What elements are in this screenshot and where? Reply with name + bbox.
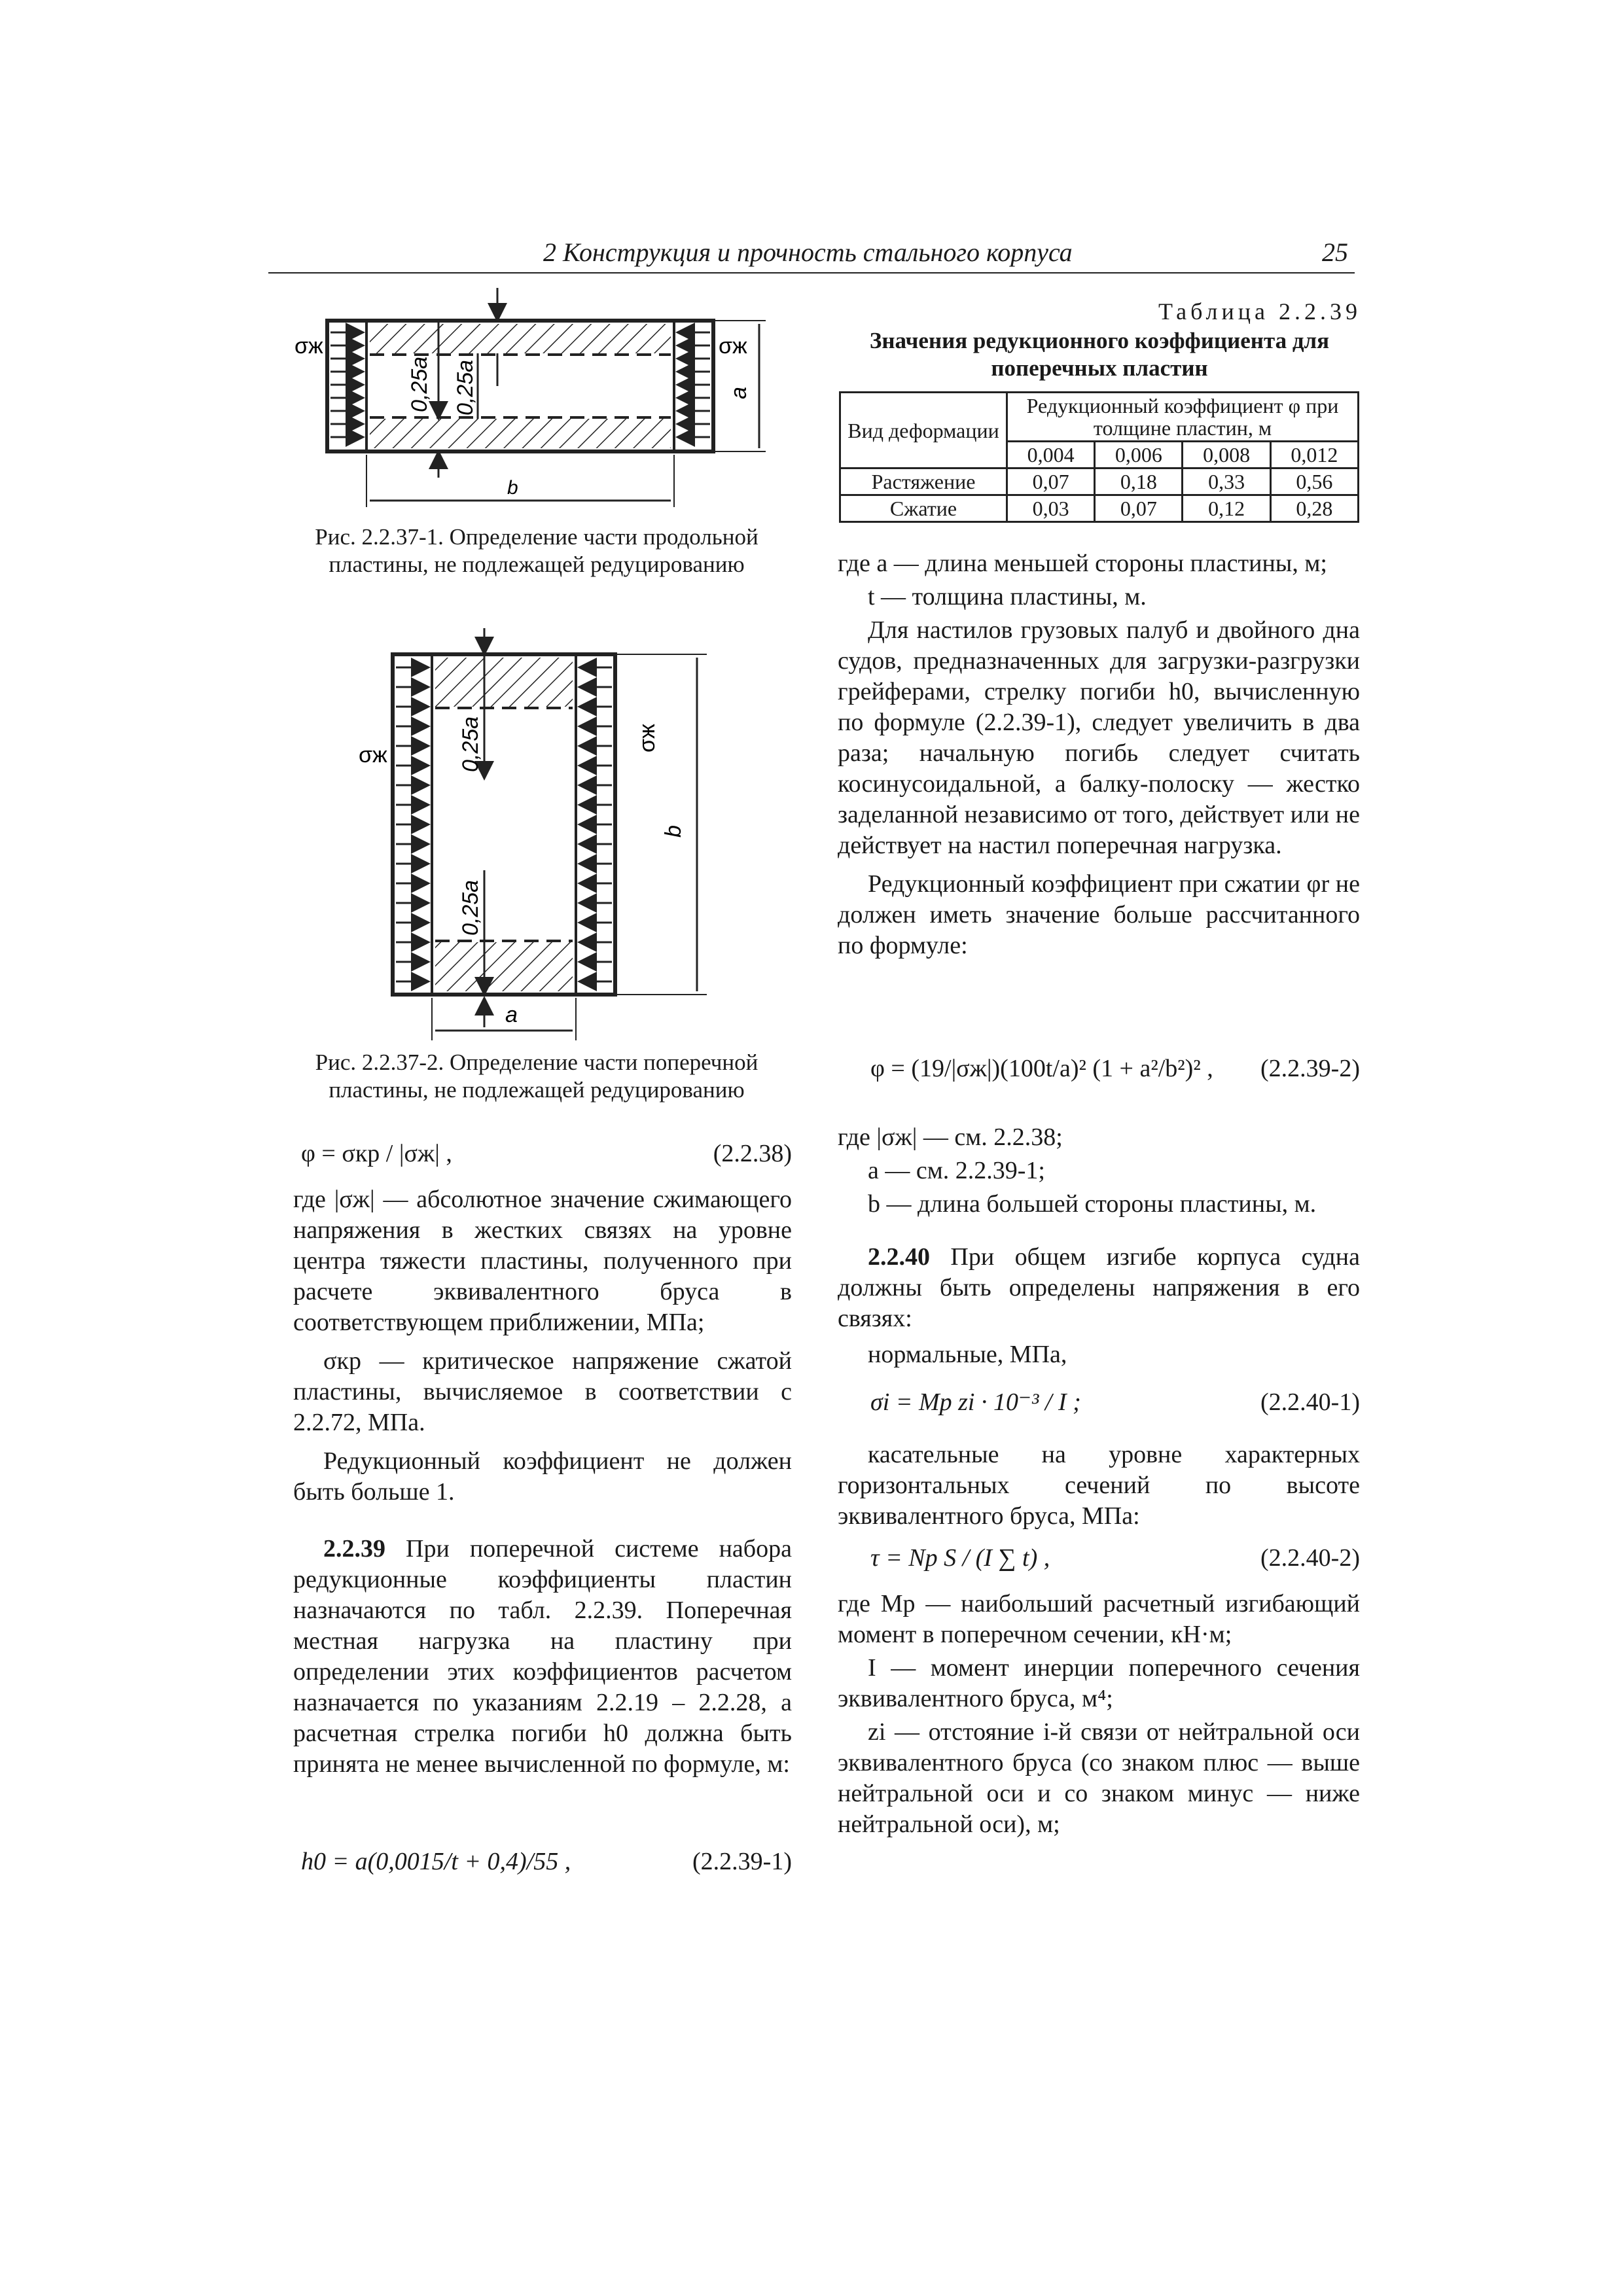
para-a-definition: где a — длина меньшей стороны пластины, м; (838, 550, 1327, 577)
fig2-sigma-right: σж (635, 724, 660, 752)
para-2-2-40 (838, 1242, 1360, 1334)
figure-1-caption: Рис. 2.2.37-1. Определение части продольной пластины, не подлежащей редуцированию (315, 524, 758, 577)
right-column-text-shear (838, 1439, 1360, 1532)
para-b-definition: b — длина большей стороны пластины, м. (868, 1190, 1317, 1218)
para-sigma-abs-definition: где |σж| — абсолютное значение сжимающего напряжения в жестких связях на уровне центра тяжести пластины, полученного при расчете эквивалентного бруса в соответствующем приближении, МПа; (293, 1186, 792, 1336)
formula-2-2-39-1-number: (2.2.39-1) (692, 1848, 792, 1875)
formula-2-2-39-2-number: (2.2.39-2) (1260, 1055, 1360, 1082)
figure-longitudinal-plate (281, 281, 792, 517)
right-column-text-bottom (838, 1122, 1360, 1370)
para-a-ref: a — см. 2.2.39-1; (868, 1157, 1045, 1184)
figure-transverse-plate (353, 622, 720, 1040)
fig2-sigma-left: σж (359, 743, 387, 768)
para-sigma-ref: где |σж| — см. 2.2.38; (838, 1123, 1063, 1151)
table-cell: 0,18 (1095, 468, 1183, 495)
table-col-head-deformation: Вид деформации (840, 393, 1007, 468)
fig1-sigma-left: σж (294, 334, 323, 359)
formula-2-2-40-2-number: (2.2.40-2) (1260, 1544, 1360, 1572)
table-label: Таблица 2.2.39 (1158, 298, 1361, 325)
table-cell: 0,07 (1095, 495, 1183, 522)
formula-2-2-38-expr: φ = σкр / |σж| , (301, 1140, 452, 1167)
para-normal-stresses: нормальные, МПа, (868, 1341, 1067, 1368)
table-cell: 0,33 (1183, 468, 1270, 495)
para-distance-definition: zi — отстояние i-й связи от нейтральной оси эквивалентного бруса (со знаком плюс — выше нейтральной оси и со знаком минус — ниже нейтральной оси), м; (838, 1718, 1360, 1838)
fig1-label-q2: 0,25a (453, 359, 478, 415)
table-header-row (840, 393, 1359, 442)
header-rule (268, 272, 1355, 274)
fig1-label-q1: 0,25a (407, 356, 432, 412)
para-moment-definition: где Mр — наибольший расчетный изгибающий момент в поперечном сечении, кН·м; (838, 1590, 1360, 1648)
fig1-sigma-right: σж (719, 334, 747, 359)
fig2-label-q2: 0,25a (458, 879, 483, 936)
fig2-a-label: a (505, 1002, 518, 1027)
thickness-cell: 0,012 (1270, 442, 1358, 468)
row-label: Растяжение (840, 468, 1007, 495)
section-number-2-2-39: 2.2.39 (323, 1535, 385, 1563)
figure-2-caption: Рис. 2.2.37-2. Определение части поперечной пластины, не подлежащей редуцированию (315, 1050, 758, 1103)
table-cell: 0,12 (1183, 495, 1270, 522)
formula-2-2-40-2 (870, 1543, 1360, 1576)
table-row-compression (840, 495, 1359, 522)
right-column-text-end (838, 1589, 1360, 1840)
table-row-tension (840, 468, 1359, 495)
table-cell: 0,07 (1007, 468, 1095, 495)
fig2-label-q1: 0,25a (458, 716, 483, 772)
para-shear-stresses: касательные на уровне характерных горизонтальных сечений по высоте эквивалентного бруса, МПа: (838, 1441, 1360, 1530)
table-cell: 0,56 (1270, 468, 1358, 495)
formula-2-2-38 (301, 1139, 792, 1171)
thickness-cell: 0,006 (1095, 442, 1183, 468)
left-column-text (293, 1184, 792, 1780)
formula-2-2-39-1-expr: h0 = a(0,0015/t + 0,4)/55 , (301, 1848, 571, 1875)
para-2-2-39-text: При поперечной системе набора редукционные коэффициенты пластин назначаются по табл. 2.2.39. Поперечная местная нагрузка на пластину при определении этих коэффициентов расчетом назначается по указаниям 2.2.19 – 2.2.28, а расчетная стрелка погиби h0 должна быть принята не менее вычисленной по формуле, м: (293, 1535, 792, 1778)
formula-2-2-38-number: (2.2.38) (713, 1140, 792, 1167)
row-label: Сжатие (840, 495, 1007, 522)
para-reduction-limit: Редукционный коэффициент не должен быть больше 1. (293, 1447, 792, 1506)
para-sigma-kr-definition: σкр — критическое напряжение сжатой пластины, вычисляемое в соответствии с 2.2.72, МПа. (293, 1347, 792, 1436)
para-2-2-40-text: При общем изгибе корпуса судна должны быть определены напряжения в его связях: (838, 1243, 1360, 1332)
section-number-2-2-40: 2.2.40 (868, 1243, 930, 1271)
formula-2-2-40-1-expr: σi = Mр zi · 10⁻³ / I ; (870, 1388, 1081, 1416)
running-header-title: 2 Конструкция и прочность стального корпуса (543, 238, 1073, 267)
formula-2-2-40-2-expr: τ = Nр S / (I ∑ t) , (870, 1544, 1050, 1572)
formula-2-2-39-2-expr: φ = (19/|σж|)(100t/a)² (1 + a²/b²)² , (870, 1055, 1213, 1082)
thickness-cell: 0,004 (1007, 442, 1095, 468)
fig1-b-label: b (507, 477, 518, 499)
fig2-b-label: b (661, 825, 686, 838)
page-number: 25 (1322, 238, 1348, 267)
table-caption: Значения редукционного коэффициента для поперечных пластин (869, 328, 1330, 381)
formula-2-2-39-1 (301, 1846, 792, 1879)
para-t-definition: t — толщина пластины, м. (868, 583, 1147, 610)
reduction-coefficient-table (839, 391, 1359, 523)
formula-2-2-40-1 (870, 1387, 1360, 1420)
table-cell: 0,03 (1007, 495, 1095, 522)
formula-2-2-40-1-number: (2.2.40-1) (1260, 1388, 1360, 1416)
formula-2-2-39-2 (870, 1053, 1360, 1086)
para-inertia-definition: I — момент инерции поперечного сечения эквивалентного бруса, м⁴; (838, 1654, 1360, 1712)
para-compression-limit: Редукционный коэффициент при сжатии φr не должен иметь значение больше рассчитанного по формуле: (838, 870, 1360, 959)
para-2-2-39 (293, 1534, 792, 1780)
fig1-a-label: a (726, 387, 751, 399)
table-cell: 0,28 (1270, 495, 1358, 522)
para-grab-decks: Для настилов грузовых палуб и двойного дна судов, предназначенных для загрузки-разгрузки грейферами, стрелку погиби h0, вычисленную по формуле (2.2.39-1), следует увеличить в два раза; начальную погибь следует считать косинусоидальной, а балку-полоску — жестко заделанной независимо от того, действует или не действует на настил поперечная нагрузка. (838, 616, 1360, 859)
thickness-cell: 0,008 (1183, 442, 1270, 468)
table-group-head: Редукционный коэффициент φ при толщине пластин, м (1007, 393, 1359, 442)
right-column-text-top (838, 548, 1360, 961)
